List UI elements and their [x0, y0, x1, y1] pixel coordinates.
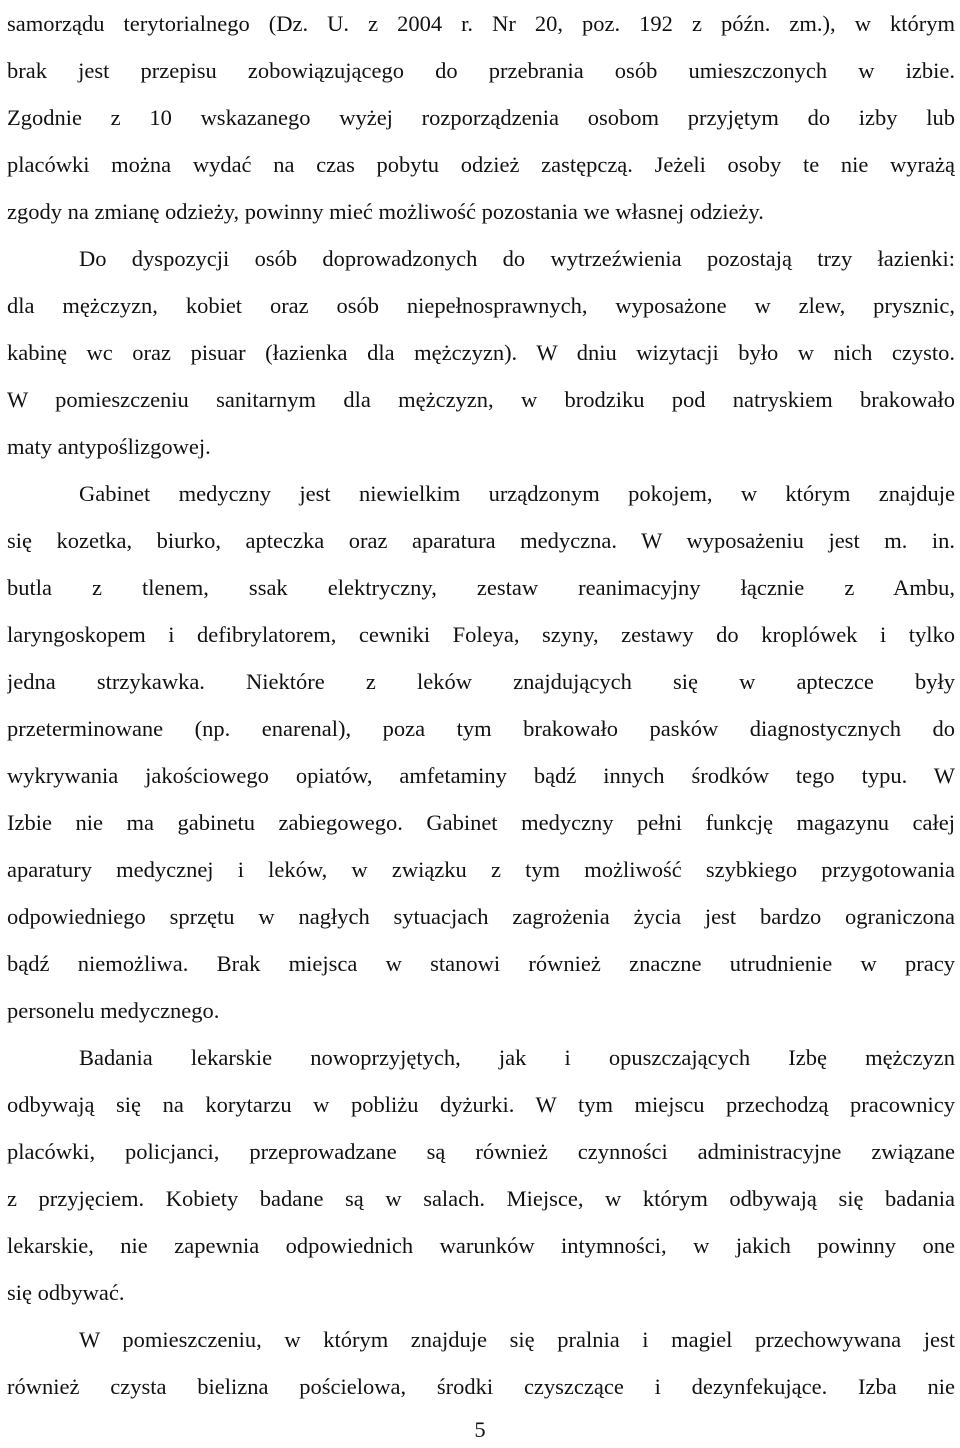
text-line: Do dyspozycji osób doprowadzonych do wytrzeźwienia pozostają trzy łazienki:	[79, 246, 955, 271]
text-line: wykrywania jakościowego opiatów, amfetaminy bądź innych środków tego typu. W	[7, 763, 955, 788]
text-line: przeterminowane (np. enarenal), poza tym brakowało pasków diagnostycznych do	[7, 716, 955, 741]
text-line: placówki, policjanci, przeprowadzane są również czynności administracyjne związane	[7, 1139, 955, 1164]
text-line: maty antypoślizgowej.	[7, 434, 211, 459]
text-line: odbywają się na korytarzu w pobliżu dyżurki. W tym miejscu przechodzą pracownicy	[7, 1092, 955, 1117]
text-line: laryngoskopem i defibrylatorem, cewniki Foleya, szyny, zestawy do kroplówek i tylko	[7, 622, 955, 647]
text-line: bądź niemożliwa. Brak miejsca w stanowi również znaczne utrudnienie w pracy	[7, 951, 955, 976]
page-number: 5	[474, 1417, 486, 1442]
text-line: jedna strzykawka. Niektóre z leków znajdujących się w apteczce były	[7, 669, 955, 694]
text-line: personelu medycznego.	[7, 998, 220, 1023]
text-line: Izbie nie ma gabinetu zabiegowego. Gabinet medyczny pełni funkcję magazynu całej	[7, 810, 955, 835]
text-line: lekarskie, nie zapewnia odpowiednich warunków intymności, w jakich powinny one	[7, 1233, 955, 1258]
text-line: z przyjęciem. Kobiety badane są w salach. Miejsce, w którym odbywają się badania	[7, 1186, 955, 1211]
text-line: W pomieszczeniu, w którym znajduje się pralnia i magiel przechowywana jest	[79, 1327, 955, 1352]
text-line: dla mężczyzn, kobiet oraz osób niepełnosprawnych, wyposażone w zlew, prysznic,	[7, 293, 955, 318]
text-line: odpowiedniego sprzętu w nagłych sytuacjach zagrożenia życia jest bardzo ograniczona	[7, 904, 955, 929]
text-line: placówki można wydać na czas pobytu odzież zastępczą. Jeżeli osoby te nie wyrażą	[7, 152, 955, 177]
text-line: się odbywać.	[7, 1280, 125, 1305]
text-line: samorządu terytorialnego (Dz. U. z 2004 r. Nr 20, poz. 192 z późn. zm.), w którym	[7, 11, 955, 36]
text-line: się kozetka, biurko, apteczka oraz aparatura medyczna. W wyposażeniu jest m. in.	[7, 528, 955, 553]
text-line: Gabinet medyczny jest niewielkim urządzonym pokojem, w którym znajduje	[79, 481, 955, 506]
text-line: aparatury medycznej i leków, w związku z tym możliwość szybkiego przygotowania	[7, 857, 955, 882]
text-line: butla z tlenem, ssak elektryczny, zestaw reanimacyjny łącznie z Ambu,	[7, 575, 955, 600]
text-line: Zgodnie z 10 wskazanego wyżej rozporządzenia osobom przyjętym do izby lub	[7, 105, 955, 130]
text-line: kabinę wc oraz pisuar (łazienka dla mężczyzn). W dniu wizytacji było w nich czysto.	[7, 340, 955, 365]
text-line: zgody na zmianę odzieży, powinny mieć możliwość pozostania we własnej odzieży.	[7, 199, 764, 224]
text-line: Badania lekarskie nowoprzyjętych, jak i opuszczających Izbę mężczyzn	[79, 1045, 955, 1070]
text-line: brak jest przepisu zobowiązującego do przebrania osób umieszczonych w izbie.	[7, 58, 955, 83]
text-line: również czysta bielizna pościelowa, środki czyszczące i dezynfekujące. Izba nie	[7, 1374, 955, 1399]
body-text	[7, 0, 955, 1410]
text-line: W pomieszczeniu sanitarnym dla mężczyzn, w brodziku pod natryskiem brakowało	[7, 387, 955, 412]
